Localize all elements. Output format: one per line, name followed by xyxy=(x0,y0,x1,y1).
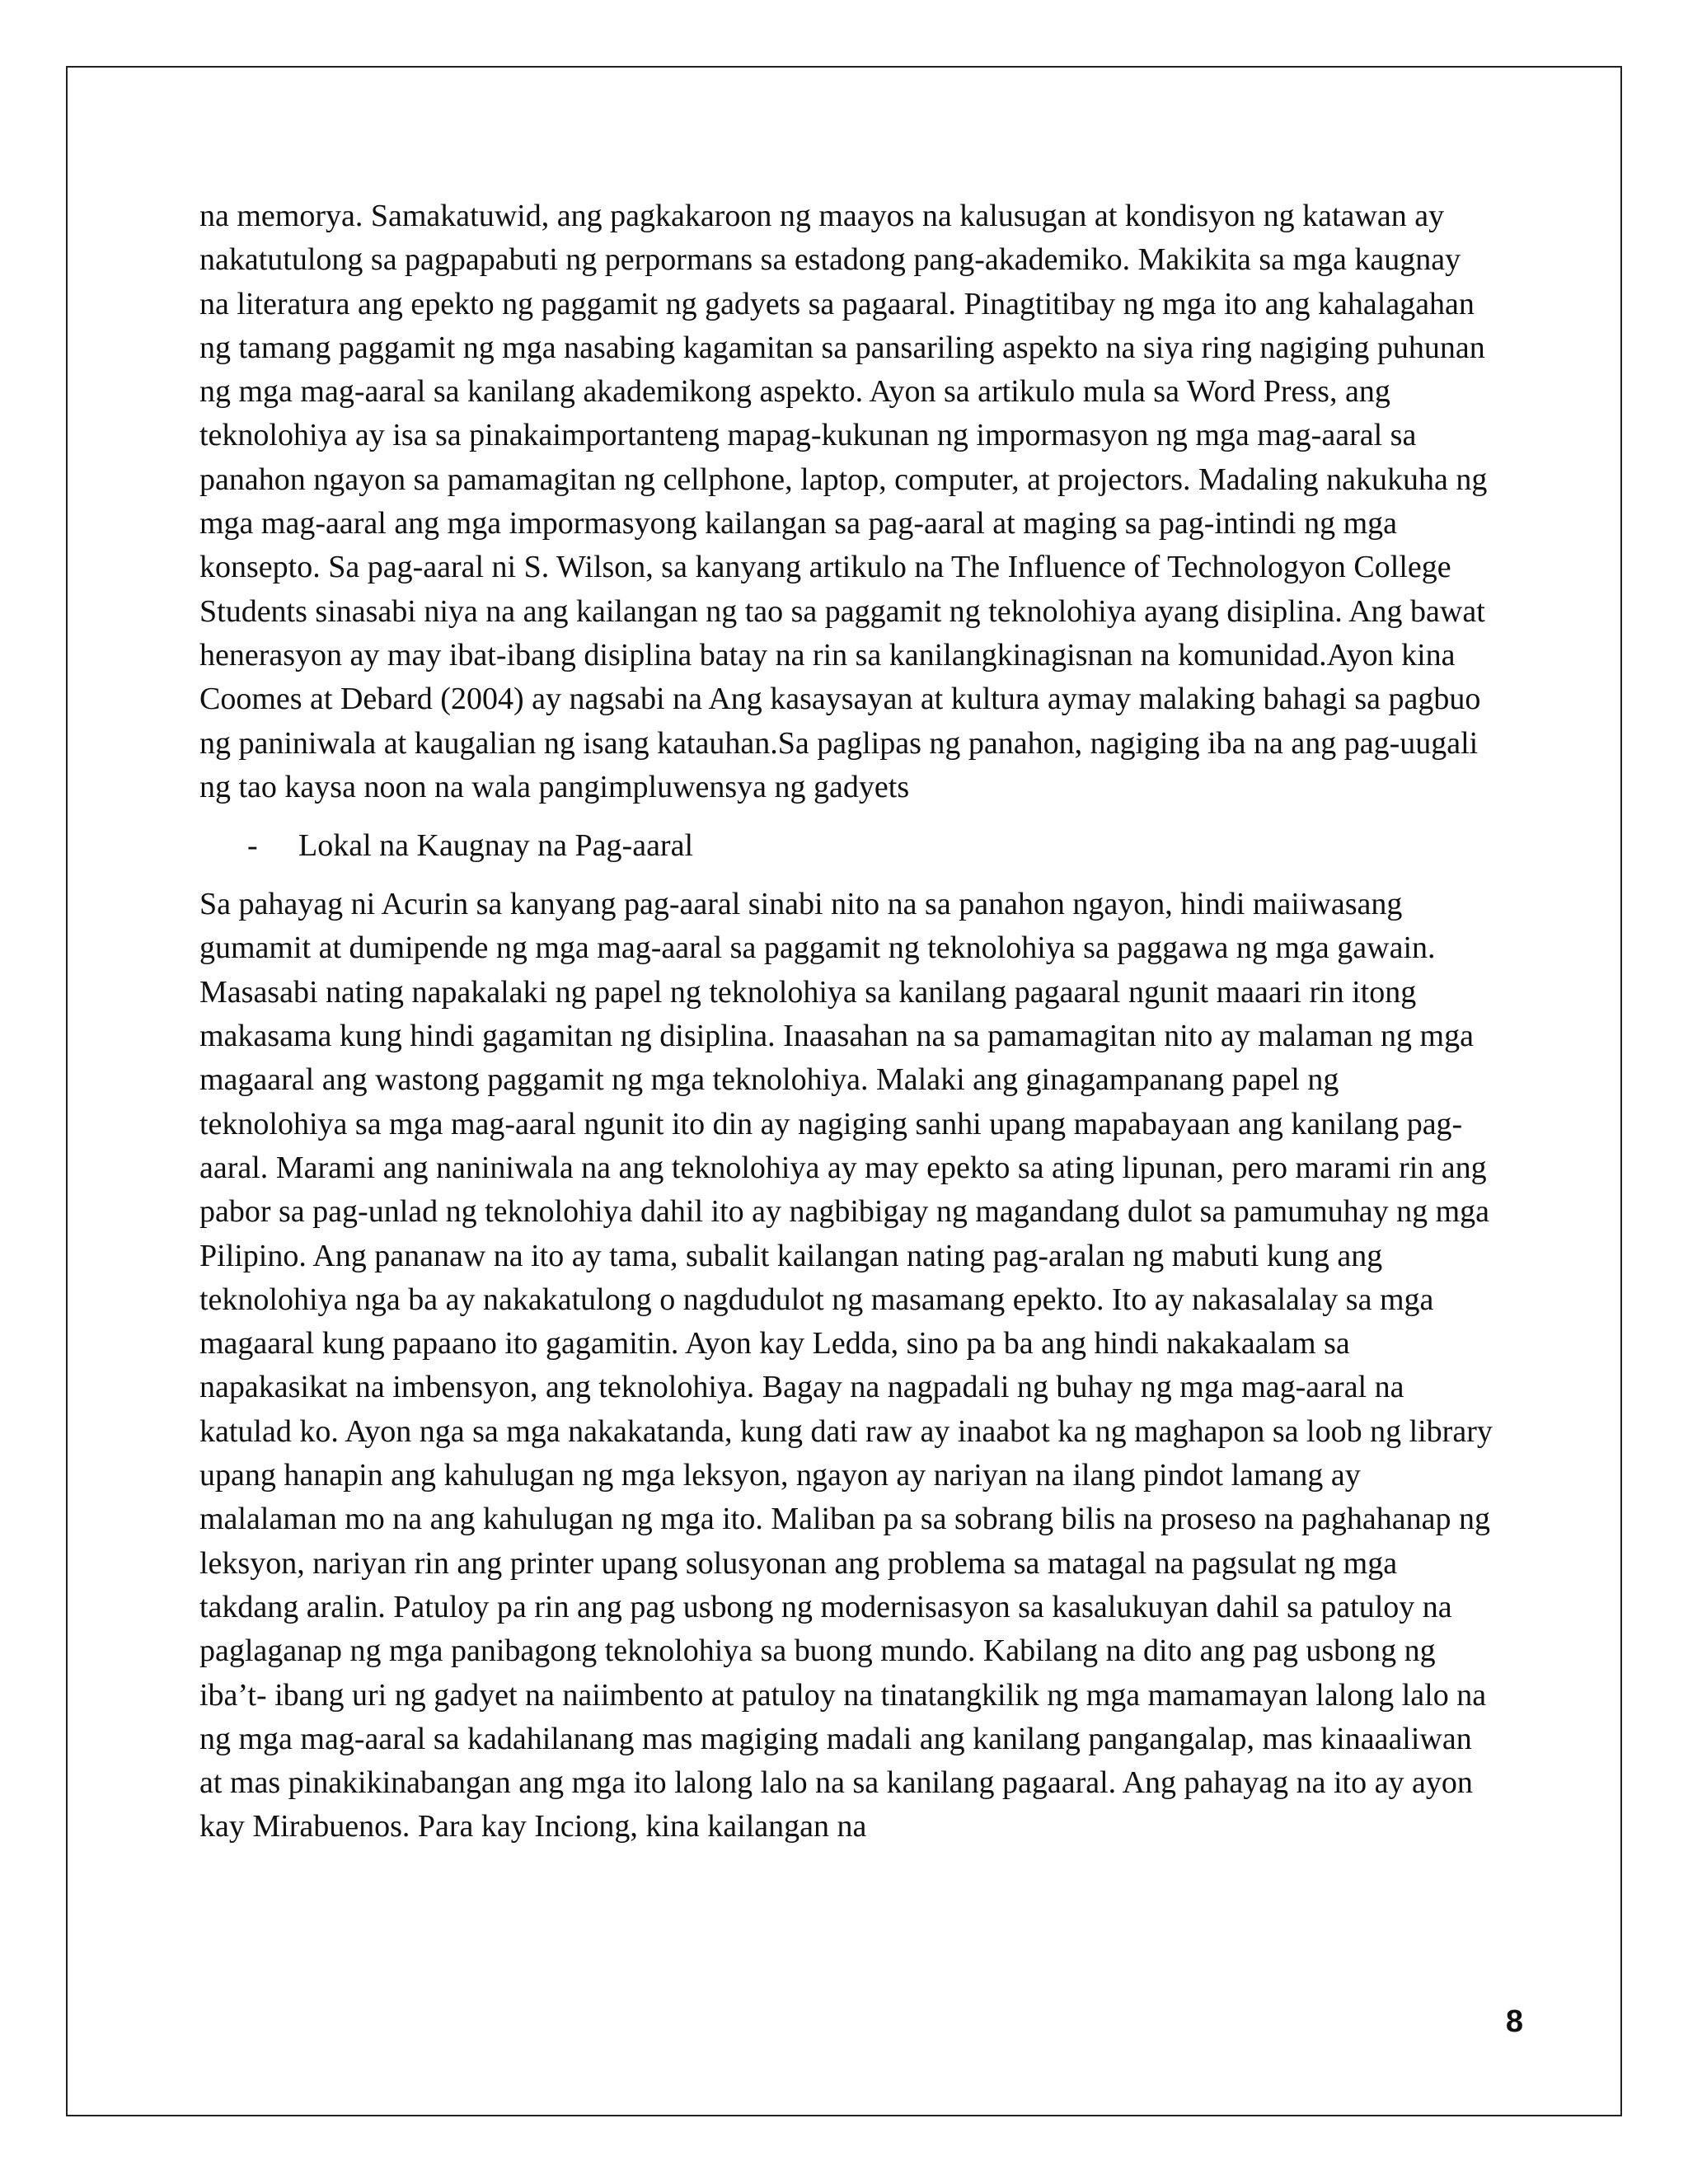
document-body xyxy=(199,194,1493,1849)
bullet-item xyxy=(199,824,1493,868)
section-heading: Lokal na Kaugnay na Pag-aaral xyxy=(298,828,694,864)
page-number: 8 xyxy=(1505,2004,1523,2039)
paragraph-1: na memorya. Samakatuwid, ang pagkakaroon ng maayos na kalusugan at kondisyon ng katawan ay nakatutulong sa pagpapabuti ng perpormans sa estadong pang-akademiko. Makikita sa mga kaugnay na literatura ang epekto ng paggamit ng gadyets sa pagaaral. Pinagtitibay ng mga ito ang kahalagahan ng tamang paggamit ng mga nasabing kagamitan sa pansariling aspekto na siya ring nagiging puhunan ng mga mag-aaral sa kanilang akademikong aspekto. Ayon sa artikulo mula sa Word Press, ang teknolohiya ay isa sa pinakaimportanteng mapag-kukunan ng impormasyon ng mga mag-aaral sa panahon ngayon sa pamamagitan ng cellphone, laptop, computer, at projectors. Madaling nakukuha ng mga mag-aaral ang mga impormasyong kailangan sa pag-aaral at maging sa pag-intindi ng mga konsepto. Sa pag-aaral ni S. Wilson, sa kanyang artikulo na The Influence of Technologyon College Students sinasabi niya na ang kailangan ng tao sa paggamit ng teknolohiya ayang disiplina. Ang bawat henerasyon ay may ibat-ibang disiplina batay na rin sa kanilangkinagisnan na komunidad.Ayon kina Coomes at Debard (2004) ay nagsabi na Ang kasaysayan at kultura aymay malaking bahagi sa pagbuo ng paniniwala at kaugalian ng isang katauhan.Sa paglipas ng panahon, nagiging iba na ang pag-uugali ng tao kaysa noon na wala pangimpluwensya ng gadyets xyxy=(199,199,1488,804)
paragraph-2: Sa pahayag ni Acurin sa kanyang pag-aaral sinabi nito na sa panahon ngayon, hindi maiiwasang gumamit at dumipende ng mga mag-aaral sa paggamit ng teknolohiya sa paggawa ng mga gawain. Masasabi nating napakalaki ng papel ng teknolohiya sa kanilang pagaaral ngunit maaari rin itong makasama kung hindi gagamitan ng disiplina. Inaasahan na sa pamamagitan nito ay malaman ng mga magaaral ang wastong paggamit ng mga teknolohiya. Malaki ang ginagampanang papel ng teknolohiya sa mga mag-aaral ngunit ito din ay nagiging sanhi upang mapabayaan ang kanilang pag-aaral. Marami ang naniniwala na ang teknolohiya ay may epekto sa ating lipunan, pero marami rin ang pabor sa pag-unlad ng teknolohiya dahil ito ay nagbibigay ng magandang dulot sa pamumuhay ng mga Pilipino. Ang pananaw na ito ay tama, subalit kailangan nating pag-aralan ng mabuti kung ang teknolohiya nga ba ay nakakatulong o nagdudulot ng masamang epekto. Ito ay nakasalalay sa mga magaaral kung papaano ito gagamitin. Ayon kay Ledda, sino pa ba ang hindi nakakaalam sa napakasikat na imbensyon, ang teknolohiya. Bagay na nagpadali ng buhay ng mga mag-aaral na katulad ko. Ayon nga sa mga nakakatanda, kung dati raw ay inaabot ka ng maghapon sa loob ng library upang hanapin ang kahulugan ng mga leksyon, ngayon ay nariyan na ilang pindot lamang ay malalaman mo na ang kahulugan ng mga ito. Maliban pa sa sobrang bilis na proseso na paghahanap ng leksyon, nariyan rin ang printer upang solusyonan ang problema sa matagal na pagsulat ng mga takdang aralin. Patuloy pa rin ang pag usbong ng modernisasyon sa kasalukuyan dahil sa patuloy na paglaganap ng mga panibagong teknolohiya sa buong mundo. Kabilang na dito ang pag usbong ng iba’t- ibang uri ng gadyet na naiimbento at patuloy na tinatangkilik ng mga mamamayan lalong lalo na ng mga mag-aaral sa kadahilanang mas magiging madali ang kanilang pangangalap, mas kinaaaliwan at mas pinakikinabangan ang mga ito lalong lalo na sa kanilang pagaaral. Ang pahayag na ito ay ayon kay Mirabuenos. Para kay Inciong, kina kailangan na xyxy=(199,887,1493,1844)
bullet-dash: - xyxy=(247,828,258,864)
